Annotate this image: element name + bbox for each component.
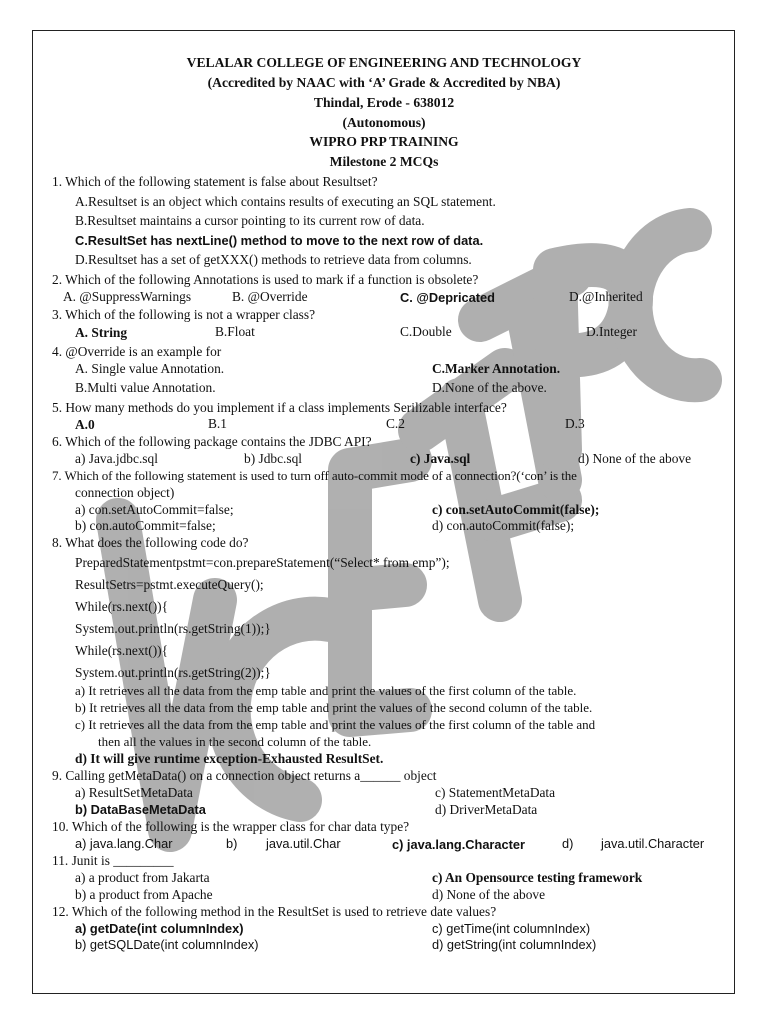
q9-option-c: c) StatementMetaData [435,785,556,800]
q10-option-b: java.util.Char [266,836,341,851]
q6-option-d: d) None of the above [578,451,692,466]
question-1: 1. Which of the following statement is false about Resultset? [52,174,378,189]
autonomous-status: (Autonomous) [342,115,426,130]
q10-option-c-answer: c) java.lang.Character [392,837,526,852]
q4-option-d: D.None of the above. [432,380,547,395]
q5-option-b: B.1 [208,416,227,431]
q10-option-d-letter: d) [562,836,574,851]
q10-option-a: a) java.lang.Char [75,836,173,851]
q3-option-c: C.Double [400,324,452,339]
question-2: 2. Which of the following Annotations is used to mark if a function is obsolete? [52,272,479,287]
q7-option-b: b) con.autoCommit=false; [75,518,216,533]
college-name: VELALAR COLLEGE OF ENGINEERING AND TECHNOLOGY [186,55,582,70]
q8-code-line-4: System.out.println(rs.getString(1));} [75,621,271,636]
q6-option-c-answer: c) Java.sql [410,451,471,466]
question-12: 12. Which of the following method in the ResultSet is used to retrieve date values? [52,904,497,919]
question-3: 3. Which of the following is not a wrapper class? [52,307,316,322]
q4-option-b: B.Multi value Annotation. [75,380,216,395]
q8-option-b: b) It retrieves all the data from the emp table and print the values of the second column of the table. [75,700,593,715]
q1-option-d: D.Resultset has a set of getXXX() methods to retrieve data from columns. [75,252,472,267]
q8-code-line-5: While(rs.next()){ [75,643,169,658]
q2-option-c-answer: C. @Depricated [400,290,495,305]
q11-option-d: d) None of the above [432,887,546,902]
q12-option-a-answer: a) getDate(int columnIndex) [75,921,244,936]
q9-option-a: a) ResultSetMetaData [75,785,193,800]
question-7: 7. Which of the following statement is used to turn off auto-commit mode of a connection?(‘con’ is the [52,468,577,483]
q7-option-d: d) con.autoCommit(false); [432,518,575,533]
question-4: 4. @Override is an example for [52,344,222,359]
q10-option-b-letter: b) [226,836,238,851]
q2-option-b: B. @Override [232,289,308,304]
q4-option-a: A. Single value Annotation. [75,361,225,376]
q8-option-c-continued: then all the values in the second column of the table. [98,734,372,749]
q1-option-a: A.Resultset is an object which contains results of executing an SQL statement. [75,194,496,209]
q9-option-b-answer: b) DataBaseMetaData [75,802,206,817]
q10-option-d: java.util.Character [601,836,705,851]
question-6: 6. Which of the following package contains the JDBC API? [52,434,372,449]
q2-option-d: D.@Inherited [569,289,643,304]
milestone-title: Milestone 2 MCQs [329,154,439,169]
q1-option-b: B.Resultset maintains a cursor pointing to its current row of data. [75,213,425,228]
q12-option-d: d) getString(int columnIndex) [432,937,597,952]
q4-option-c-answer: C.Marker Annotation. [432,361,561,376]
q2-option-a: A. @SuppressWarnings [63,289,192,304]
q8-option-a: a) It retrieves all the data from the emp table and print the values of the first column of the table. [75,683,577,698]
q3-option-b: B.Float [215,324,255,339]
q5-option-d: D.3 [565,416,585,431]
question-7-continued: connection object) [75,485,175,500]
q11-option-b: b) a product from Apache [75,887,213,902]
question-5: 5. How many methods do you implement if a class implements Serilizable interface? [52,400,507,415]
q6-option-a: a) Java.jdbc.sql [75,451,158,466]
accreditation: (Accredited by NAAC with ‘A’ Grade & Accredited by NBA) [207,75,561,90]
q11-option-c-answer: c) An Opensource testing framework [432,870,643,885]
q7-option-c-answer: c) con.setAutoCommit(false); [432,502,600,517]
q11-option-a: a) a product from Jakarta [75,870,210,885]
q6-option-b: b) Jdbc.sql [244,451,303,466]
question-10: 10. Which of the following is the wrapper class for char data type? [52,819,410,834]
q7-option-a: a) con.setAutoCommit=false; [75,502,234,517]
training-title: WIPRO PRP TRAINING [309,134,459,149]
q8-code-line-1: PreparedStatementpstmt=con.prepareStatement(“Select* from emp”); [75,555,450,570]
q12-option-c: c) getTime(int columnIndex) [432,921,591,936]
q5-option-a-answer: A.0 [75,417,95,432]
q5-option-c: C.2 [386,416,405,431]
q3-option-a-answer: A. String [75,325,128,340]
question-9: 9. Calling getMetaData() on a connection object returns a______ object [52,768,437,783]
q1-option-c-answer: C.ResultSet has nextLine() method to move to the next row of data. [75,233,484,248]
q8-option-c: c) It retrieves all the data from the emp table and print the values of the first column of the table and [75,717,596,732]
q12-option-b: b) getSQLDate(int columnIndex) [75,937,259,952]
q8-option-d-answer: d) It will give runtime exception-Exhausted ResultSet. [75,751,384,766]
address: Thindal, Erode - 638012 [313,95,455,110]
q8-code-line-3: While(rs.next()){ [75,599,169,614]
question-8: 8. What does the following code do? [52,535,249,550]
question-11: 11. Junit is _________ [52,853,174,868]
q8-code-line-6: System.out.println(rs.getString(2));} [75,665,271,680]
q3-option-d: D.Integer [586,324,637,339]
q8-code-line-2: ResultSetrs=pstmt.executeQuery(); [75,577,264,592]
q9-option-d: d) DriverMetaData [435,802,538,817]
